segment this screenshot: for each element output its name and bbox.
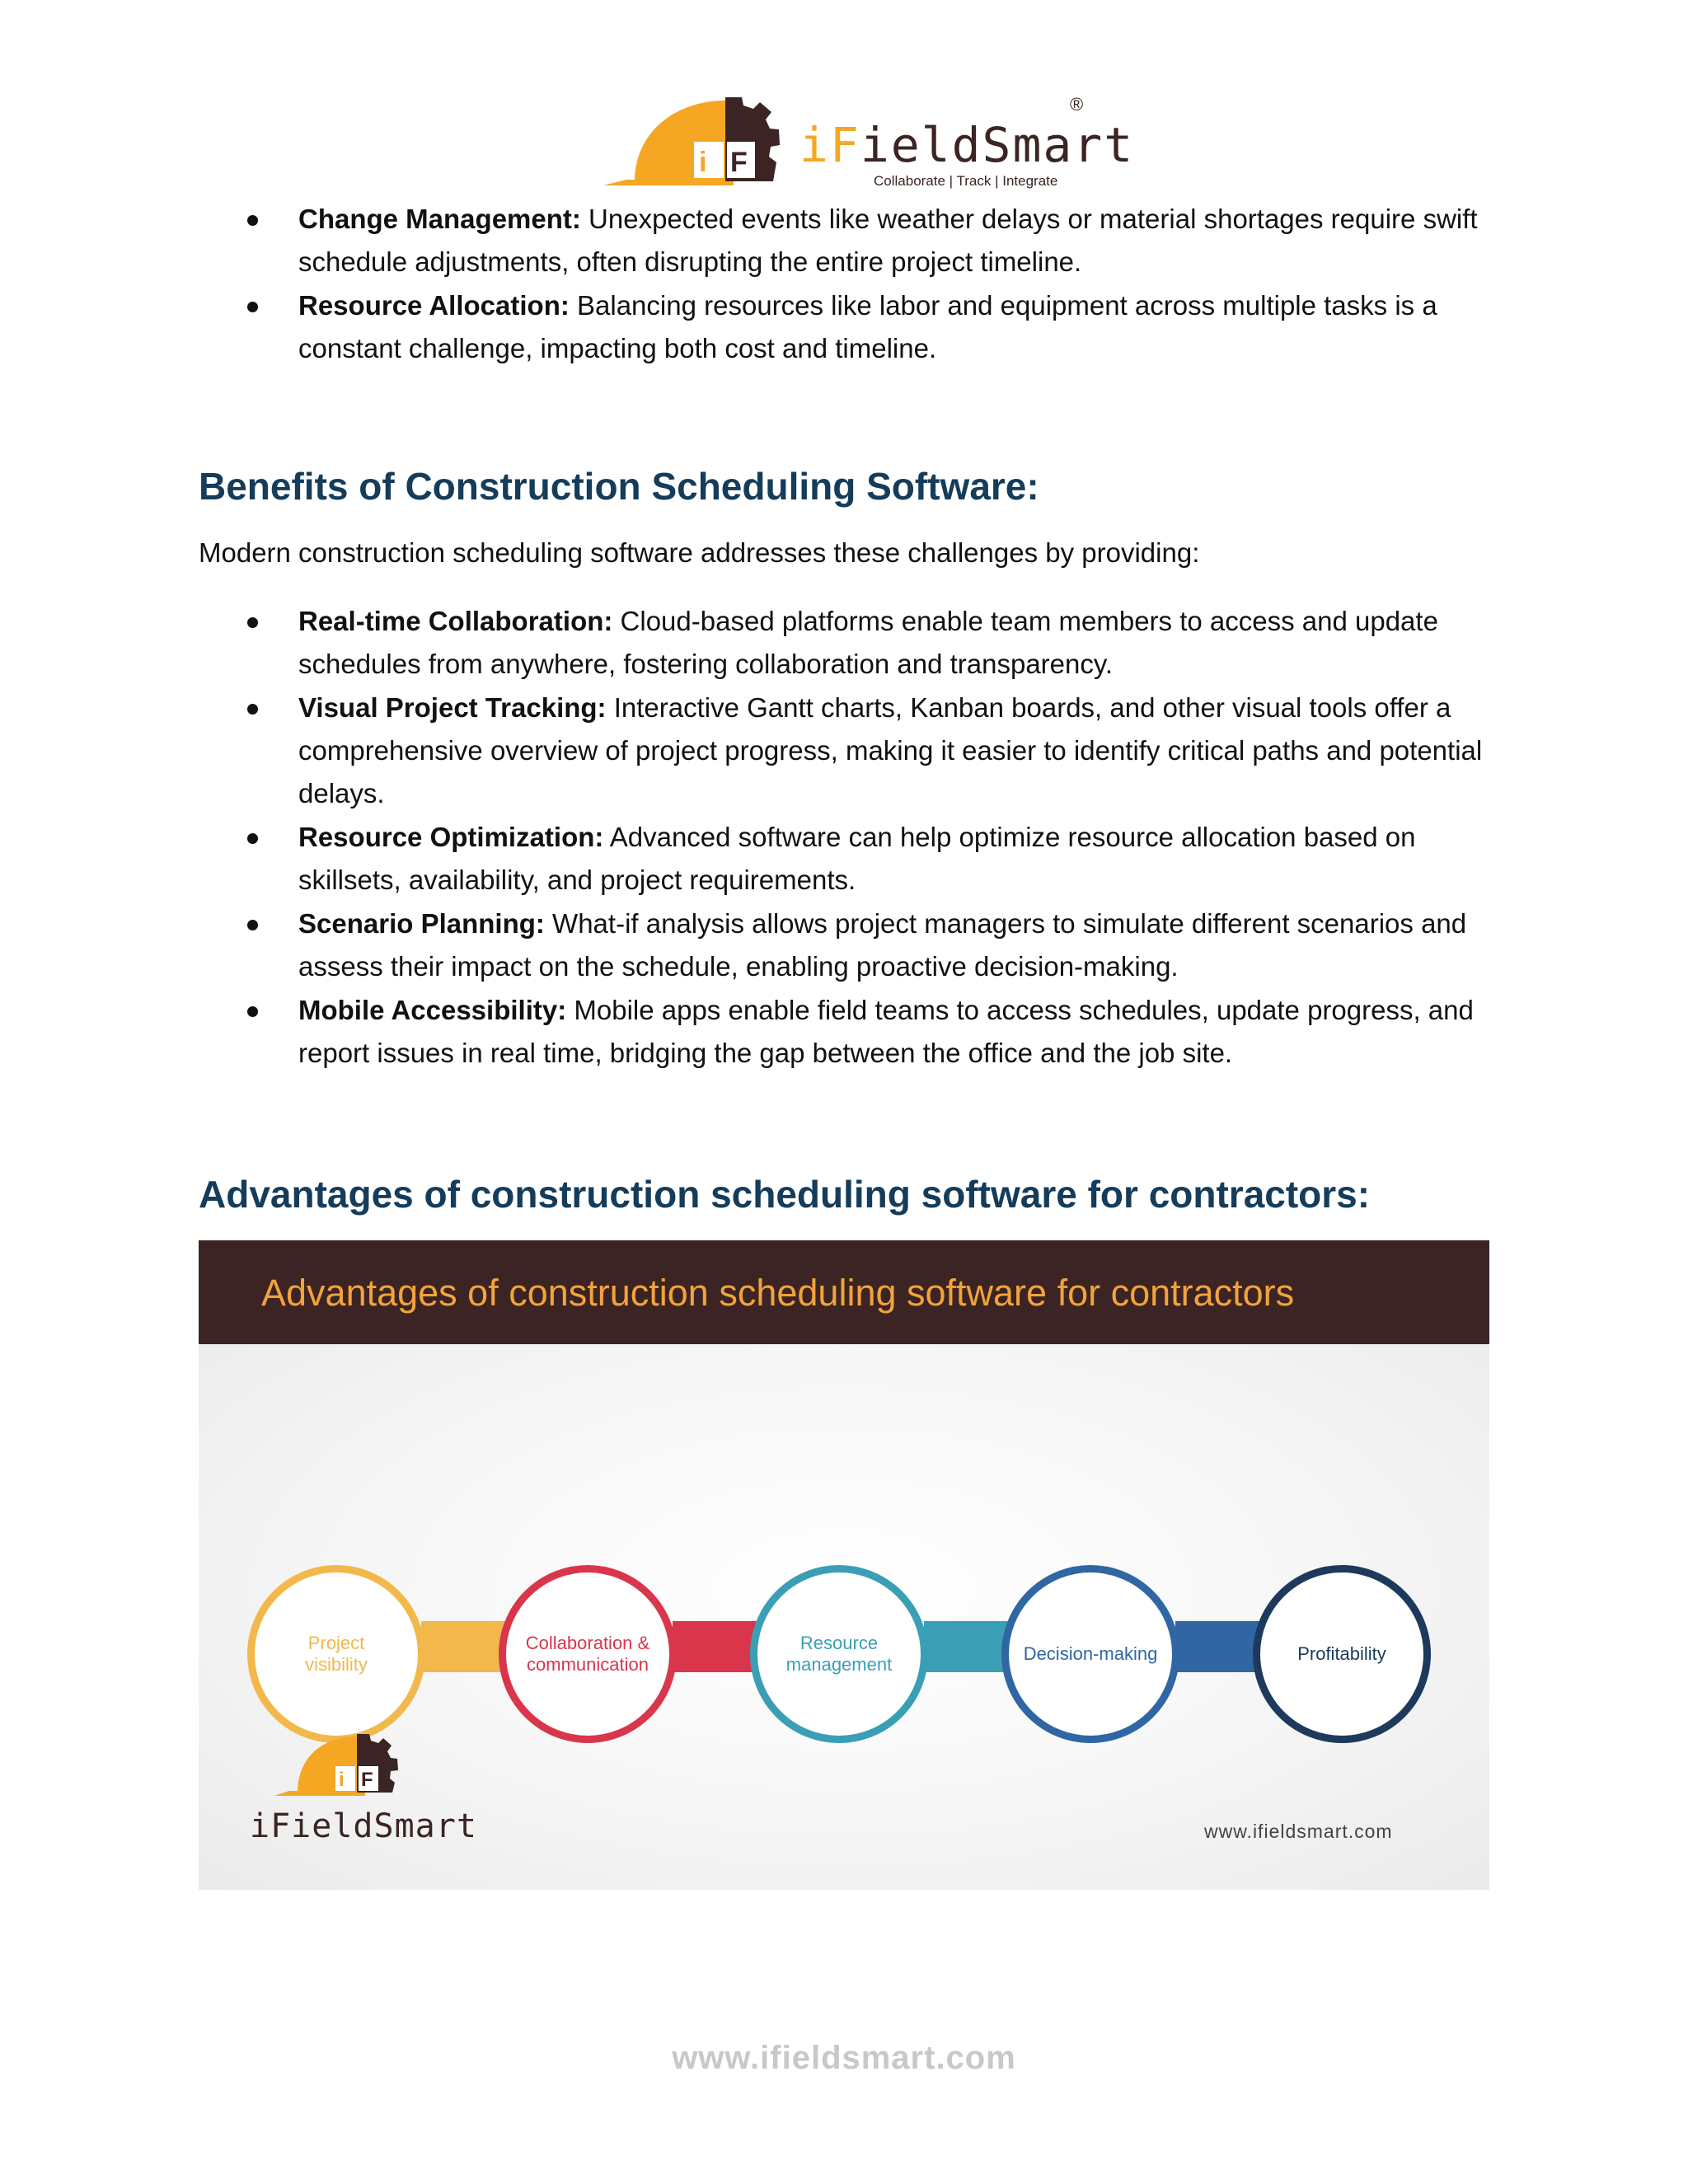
banner-body [199,1344,1489,1890]
banner-url: www.ifieldsmart.com [1204,1821,1393,1842]
svg-text:F: F [730,147,748,178]
list-item: Resource Allocation: Balancing resources like labor and equipment across multiple tasks is a constant challenge, impacting both cost and timeline. [247,284,1500,370]
step-profitability: Profitability [1253,1565,1431,1743]
registered-mark: ® [1070,94,1084,115]
step-decision-making: Decision-making [1001,1565,1179,1743]
brand-tagline: Collaborate | Track | Integrate [874,173,1058,189]
list-item: Scenario Planning: What-if analysis allows project managers to simulate different scenarios and assess their impact on the schedule, enabling proactive decision-making. [247,902,1500,988]
banner-header [199,1240,1489,1344]
benefits-heading: Benefits of Construction Scheduling Software: [199,465,1039,508]
svg-text:i: i [699,147,707,178]
benefits-intro: Modern construction scheduling software addresses these challenges by providing: [199,537,1200,568]
list-item: Mobile Accessibility: Mobile apps enable field teams to access schedules, update progress, and report issues in real time, bridging the gap between the office and the job site. [247,989,1500,1075]
advantages-infographic [199,1240,1489,1890]
challenges-list [247,198,1500,371]
hardhat-logo-icon [250,1732,481,1806]
brand-name: iFieldSmart [799,117,1135,173]
banner-title: Advantages of construction scheduling software for contractors [261,1272,1295,1314]
header-logo [602,91,1135,194]
step-resource-management: Resource management [750,1565,928,1743]
advantages-heading: Advantages of construction scheduling software for contractors: [199,1173,1371,1216]
step-collaboration: Collaboration & communication [499,1565,677,1743]
benefits-list [247,600,1500,1076]
banner-brand-name: iFieldSmart [250,1807,477,1845]
footer-url: www.ifieldsmart.com [672,2040,1016,2076]
list-item: Visual Project Tracking: Interactive Gantt charts, Kanban boards, and other visual tools offer a comprehensive overview of project progress, making it easier to identify critical paths and potential delays. [247,687,1500,815]
list-item: Resource Optimization: Advanced software can help optimize resource allocation based on skillsets, availability, and project requirements. [247,816,1500,902]
list-item: Real-time Collaboration: Cloud-based platforms enable team members to access and update schedules from anywhere, fostering collaboration and transparency. [247,600,1500,686]
step-project-visibility: Project visibility [247,1565,425,1743]
banner-logo [250,1732,481,1863]
svg-text:F: F [361,1769,373,1791]
svg-text:i: i [339,1769,345,1791]
list-item: Change Management: Unexpected events like weather delays or material shortages require swift schedule adjustments, often disrupting the entire project timeline. [247,198,1500,284]
